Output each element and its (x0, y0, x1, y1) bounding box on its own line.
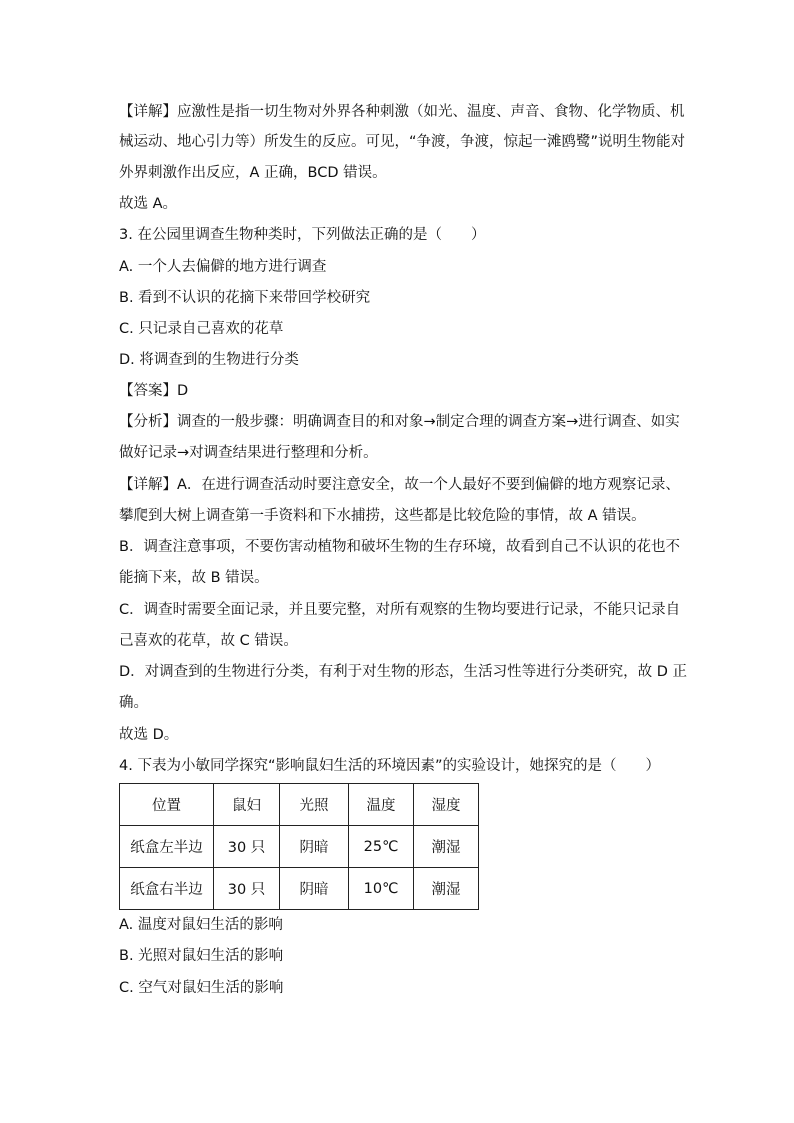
question3-detail-line5: C．调查时需要全面记录，并且要完整，对所有观察的生物均要进行记录，不能只记录自 (119, 602, 681, 618)
question4-stem: 4. 下表为小敏同学探究“影响鼠妇生活的环境因素”的实验设计，她探究的是（ ） (119, 758, 660, 774)
table-cell: 纸盒左半边 (120, 826, 214, 868)
table-cell: 纸盒右半边 (120, 868, 214, 910)
table-header-row (120, 784, 479, 826)
question3-detail-line2: 攀爬到大树上调查第一手资料和下水捕捞，这些都是比较危险的事情，故 A 错误。 (119, 508, 646, 524)
table-header-cell: 鼠妇 (214, 784, 280, 826)
question3-detail-line6: 己喜欢的花草，故 C 错误。 (119, 633, 298, 649)
table-cell: 阴暗 (280, 868, 349, 910)
question4-option-a: A. 温度对鼠妇生活的影响 (119, 917, 283, 933)
table-cell: 10℃ (349, 868, 414, 910)
question3-option-a: A. 一个人去偏僻的地方进行调查 (119, 259, 327, 275)
table-row (120, 826, 479, 868)
table-cell: 30 只 (214, 868, 280, 910)
table-cell: 30 只 (214, 826, 280, 868)
conclusion-q2: 故选 A。 (119, 196, 178, 212)
question3-answer: 【答案】D (119, 383, 189, 399)
experiment-table (119, 783, 479, 910)
question3-option-d: D. 将调查到的生物进行分类 (119, 352, 299, 368)
question3-analysis-line1: 【分析】调查的一般步骤：明确调查目的和对象→制定合理的调查方案→进行调查、如实 (119, 414, 680, 430)
detail-q2-line3: 外界刺激作出反应，A 正确，BCD 错误。 (119, 165, 387, 181)
question4-option-b: B. 光照对鼠妇生活的影响 (119, 948, 284, 964)
question3-stem: 3. 在公园里调查生物种类时，下列做法正确的是（ ） (119, 227, 486, 243)
question4-option-c: C. 空气对鼠妇生活的影响 (119, 980, 284, 996)
table-header-cell: 湿度 (414, 784, 479, 826)
table-cell: 阴暗 (280, 826, 349, 868)
question3-option-b: B. 看到不认识的花摘下来带回学校研究 (119, 290, 371, 306)
question3-option-c: C. 只记录自己喜欢的花草 (119, 321, 284, 337)
conclusion-q3: 故选 D。 (119, 727, 179, 743)
table-cell: 25℃ (349, 826, 414, 868)
table-header-cell: 光照 (280, 784, 349, 826)
table-header-cell: 温度 (349, 784, 414, 826)
question3-detail-line8: 确。 (119, 695, 148, 711)
detail-q2-line2: 械运动、地心引力等）所发生的反应。可见，“争渡，争渡，惊起一滩鸥鹭”说明生物能对 (119, 134, 686, 150)
question3-detail-line7: D．对调查到的生物进行分类，有利于对生物的形态，生活习性等进行分类研究，故 D 正 (119, 664, 688, 680)
table-row (120, 868, 479, 910)
question3-detail-line1: 【详解】A．在进行调查活动时要注意安全，故一个人最好不要到偏僻的地方观察记录、 (119, 477, 680, 493)
question3-detail-line3: B．调查注意事项，不要伤害动植物和破坏生物的生存环境，故看到自己不认识的花也不 (119, 539, 680, 555)
detail-q2-line1: 【详解】应激性是指一切生物对外界各种刺激（如光、温度、声音、食物、化学物质、机 (119, 104, 685, 120)
table-cell: 潮湿 (414, 868, 479, 910)
question3-analysis-line2: 做好记录→对调查结果进行整理和分析。 (119, 445, 378, 461)
question3-detail-line4: 能摘下来，故 B 错误。 (119, 570, 269, 586)
table-header-cell: 位置 (120, 784, 214, 826)
table-cell: 潮湿 (414, 826, 479, 868)
